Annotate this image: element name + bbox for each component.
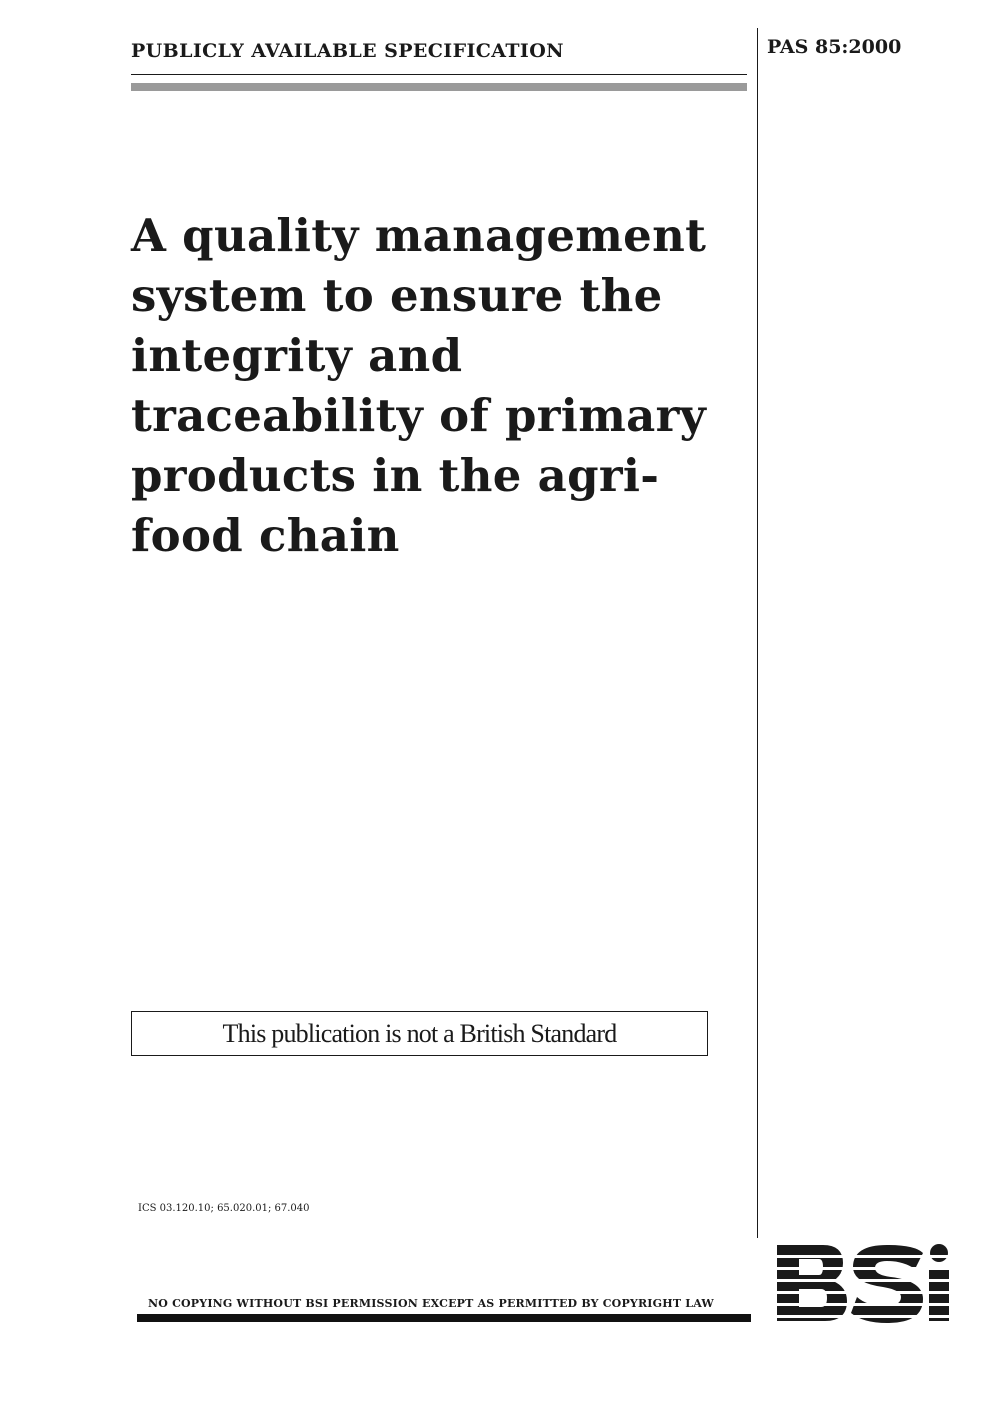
document-number: PAS 85:2000 (767, 36, 902, 58)
notice-box (131, 1011, 708, 1056)
notice-text: This publication is not a British Standard (222, 1018, 617, 1048)
bsi-logo-mark (775, 1243, 950, 1323)
series-label: PUBLICLY AVAILABLE SPECIFICATION (131, 40, 564, 62)
ics-codes: ICS 03.120.10; 65.020.01; 67.040 (138, 1203, 310, 1214)
vertical-divider (757, 28, 758, 1238)
header-thin-rule (131, 74, 747, 75)
footer-bar (137, 1314, 751, 1322)
header-grey-rule (131, 83, 747, 91)
copyright-notice: NO COPYING WITHOUT BSI PERMISSION EXCEPT AS PERMITTED BY COPYRIGHT LAW (148, 1297, 714, 1310)
bsi-logo (775, 1243, 950, 1323)
document-title: A quality management system to ensure the integrity and traceability of primary products in the agri-food chain (131, 209, 707, 562)
